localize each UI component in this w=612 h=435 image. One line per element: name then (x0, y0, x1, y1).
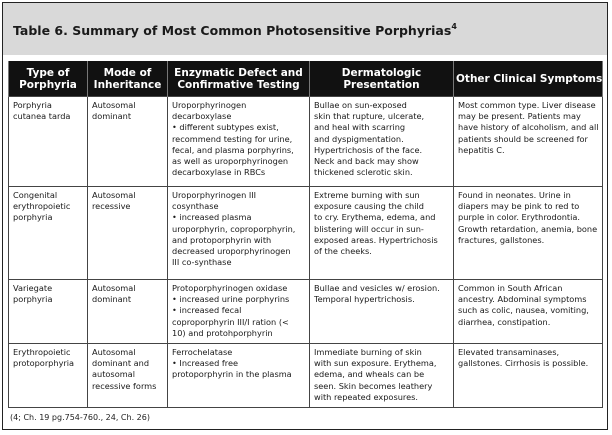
cell-dermatologic: Bullae on sun-exposed skin that rupture, ulcerate, and heal with scarring and dyspigmentation. Hypertrichosis of the face. Neck and back may show thickened sclerotic skin. (310, 97, 454, 187)
title-superscript: 4 (451, 22, 457, 31)
table-frame (2, 2, 608, 430)
title-bar (3, 3, 607, 55)
cell-type: Porphyria cutanea tarda (9, 97, 88, 187)
table-row (9, 280, 603, 344)
cell-enzymatic: Uroporphyrinogen III cosynthase • increased plasma uroporphyrin, coproporphyrin, and protoporphyrin with decreased uroporphyrinogen III co-synthase (168, 187, 310, 280)
cell-enzymatic: Uroporphyrinogen decarboxylase • different subtypes exist, recommend testing for urine, fecal, and plasma porphyrins, as well as uroporphyrinogen decarboxylase in RBCs (168, 97, 310, 187)
porphyria-table (8, 61, 603, 408)
cell-inheritance: Autosomal dominant and autosomal recessive forms (88, 344, 168, 408)
cell-other-symptoms: Found in neonates. Urine in diapers may be pink to red to purple in color. Erythrodontia. Growth retardation, anemia, bone fractures, gallstones. (454, 187, 603, 280)
cell-inheritance: Autosomal recessive (88, 187, 168, 280)
cell-other-symptoms: Most common type. Liver disease may be present. Patients may have history of alcoholism, and all patients should be screened for hepatitis C. (454, 97, 603, 187)
table-title: Table 6. Summary of Most Common Photosensitive Porphyrias$^4$ (13, 22, 457, 38)
cell-enzymatic: Protoporphyrinogen oxidase • increased urine porphyrins • increased fecal coproporphyrin III/I ration (< 10) and protohporphyrin (168, 280, 310, 344)
cell-other-symptoms: Common in South African ancestry. Abdominal symptoms such as colic, nausea, vomiting, diarrhea, constipation. (454, 280, 603, 344)
cell-inheritance: Autosomal dominant (88, 97, 168, 187)
cell-type: Variegate porphyria (9, 280, 88, 344)
cell-type: Erythropoietic protoporphyria (9, 344, 88, 408)
header-row (9, 61, 603, 97)
table-row (9, 344, 603, 408)
cell-type: Congenital erythropoietic porphyria (9, 187, 88, 280)
cell-other-symptoms: Elevated transaminases, gallstones. Cirrhosis is possible. (454, 344, 603, 408)
table-row (9, 97, 603, 187)
header-other-clinical-symptoms: Other Clinical Symptoms (454, 61, 603, 97)
cell-dermatologic: Extreme burning with sun exposure causing the child to cry. Erythema, edema, and blistering will occur in sun- exposed areas. Hypertrichosis of the cheeks. (310, 187, 454, 280)
header-mode-of-inheritance: Mode of Inheritance (88, 61, 168, 97)
cell-enzymatic: Ferrochelatase • Increased free protoporphyrin in the plasma (168, 344, 310, 408)
header-type-of-porphyria: Type of Porphyria (9, 61, 88, 97)
cell-dermatologic: Bullae and vesicles w/ erosion. Temporal hypertrichosis. (310, 280, 454, 344)
footnote-citation: (4; Ch. 19 pg.754-760., 24, Ch. 26) (10, 413, 150, 422)
header-dermatologic-presentation: Dermatologic Presentation (310, 61, 454, 97)
header-enzymatic-defect: Enzymatic Defect and Confirmative Testing (168, 61, 310, 97)
cell-dermatologic: Immediate burning of skin with sun exposure. Erythema, edema, and wheals can be seen. Skin becomes leathery with repeated exposures. (310, 344, 454, 408)
cell-inheritance: Autosomal dominant (88, 280, 168, 344)
table-row (9, 187, 603, 280)
